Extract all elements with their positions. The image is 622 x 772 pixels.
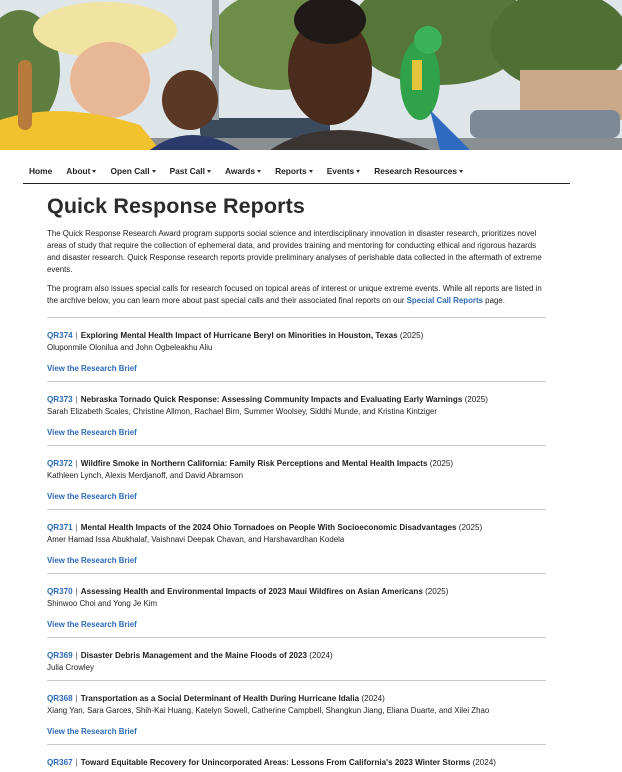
report-authors: Oluponmile Olonilua and John Ogbeleakhu Aliu [47, 343, 213, 352]
report-code-link[interactable]: QR374 [47, 331, 73, 340]
report-year: (2025) [399, 331, 424, 340]
report-year: (2024) [361, 694, 385, 703]
view-research-brief-link[interactable]: View the Research Brief [47, 727, 137, 736]
caret-down-icon [207, 170, 211, 173]
caret-down-icon [92, 170, 96, 173]
main-content [47, 192, 546, 772]
report-year: (2024) [309, 651, 333, 660]
caret-down-icon [152, 170, 156, 173]
report-title: Assessing Health and Environmental Impacts of 2023 Maui Wildfires on Asian Americans [80, 587, 423, 596]
caret-down-icon [257, 170, 261, 173]
report-code-link[interactable]: QR371 [47, 523, 73, 532]
report-code-link[interactable]: QR373 [47, 395, 73, 404]
nav-about-label: About [66, 166, 91, 176]
nav-reports[interactable] [275, 163, 313, 180]
report-authors: Amer Hamad Issa Abukhalaf, Vaishnavi Deepak Chavan, and Harshavardhan Kodela [47, 535, 345, 544]
report-title: Toward Equitable Recovery for Unincorporated Areas: Lessons From California's 2023 Winter Storms [80, 758, 471, 767]
intro-text-end: page. [482, 296, 505, 305]
report-title: Disaster Debris Management and the Maine Floods of 2023 [80, 651, 307, 660]
report-heading [47, 693, 546, 705]
hero-photo [0, 0, 622, 150]
nav-research-resources-label: Research Resources [374, 166, 458, 176]
view-research-brief-link[interactable]: View the Research Brief [47, 620, 137, 629]
report-authors: Kathleen Lynch, Alexis Merdjanoff, and David Abramson [47, 471, 244, 480]
report-code-link[interactable]: QR370 [47, 587, 73, 596]
caret-down-icon [459, 170, 463, 173]
separator: | [75, 395, 78, 404]
report-heading [47, 586, 546, 598]
intro-paragraph-special-calls [47, 283, 546, 307]
separator: | [75, 523, 78, 532]
intro-paragraph: The Quick Response Research Award program supports social science and interdisciplinary innovation in disaster research, prioritizes novel areas of study that require the collection of ephemeral data, and provides training and mentoring for conducting ethical and rigorous hazards and disaster research. Quick Response research reports provide preliminary analyses of perishable data collected in the aftermath of extreme events. [47, 229, 542, 274]
nav-home[interactable] [29, 163, 52, 180]
separator: | [75, 587, 78, 596]
nav-reports-label: Reports [275, 166, 307, 176]
separator: | [75, 651, 78, 660]
report-authors: Shinwoo Choi and Yong Je Kim [47, 599, 158, 608]
report-title: Transportation as a Social Determinant of Health During Hurricane Idalia [80, 694, 360, 703]
nav-research-resources[interactable] [374, 163, 463, 180]
report-title: Nebraska Tornado Quick Response: Assessing Community Impacts and Evaluating Early Warnings [80, 395, 463, 404]
separator: | [75, 459, 78, 468]
report-heading [47, 330, 546, 342]
report-item [47, 381, 546, 445]
view-research-brief-link[interactable]: View the Research Brief [47, 492, 137, 501]
nav-awards[interactable] [225, 163, 261, 180]
report-code-link[interactable]: QR368 [47, 694, 73, 703]
reports-list [47, 317, 546, 772]
report-title: Mental Health Impacts of the 2024 Ohio Tornadoes on People With Socioeconomic Disadvantages [80, 523, 457, 532]
report-heading [47, 757, 546, 769]
report-year: (2025) [429, 459, 454, 468]
report-heading [47, 458, 546, 470]
report-title: Exploring Mental Health Impact of Hurricane Beryl on Minorities in Houston, Texas [80, 331, 398, 340]
main-nav [23, 163, 570, 184]
nav-past-call[interactable] [170, 163, 211, 180]
nav-open-call-label: Open Call [110, 166, 150, 176]
nav-awards-label: Awards [224, 166, 256, 176]
report-item [47, 445, 546, 509]
report-authors: Sarah Elizabeth Scales, Christine Allmon, Rachael Birn, Summer Woolsey, Siddhi Munde, and Kristina Kintziger [47, 407, 438, 416]
intro-text: The program also issues special calls for research focused on topical areas of interest or unique extreme events. While all reports are listed in the archive below, you can learn more about past special calls and their associated final reports on our [47, 284, 542, 305]
special-call-reports-link[interactable]: Special Call Reports [406, 296, 483, 305]
separator: | [75, 331, 78, 340]
separator: | [75, 758, 78, 767]
report-heading [47, 650, 546, 662]
report-authors: Julia Crowley [47, 663, 94, 672]
nav-events-label: Events [326, 166, 355, 176]
report-year: (2025) [425, 587, 449, 596]
report-year: (2025) [464, 395, 488, 404]
report-code-link[interactable]: QR372 [47, 459, 73, 468]
view-research-brief-link[interactable]: View the Research Brief [47, 556, 137, 565]
report-code-link[interactable]: QR369 [47, 651, 73, 660]
report-item [47, 317, 546, 381]
report-year: (2024) [472, 758, 496, 767]
report-title: Wildfire Smoke in Northern California: Family Risk Perceptions and Mental Health Impacts [80, 459, 428, 468]
report-item [47, 744, 546, 772]
caret-down-icon [356, 170, 360, 173]
nav-open-call[interactable] [110, 163, 155, 180]
page-title: Quick Response Reports [47, 194, 305, 218]
nav-home-label: Home [29, 166, 53, 176]
view-research-brief-link[interactable]: View the Research Brief [47, 364, 137, 373]
report-item [47, 637, 546, 680]
caret-down-icon [309, 170, 313, 173]
nav-about[interactable] [66, 163, 96, 180]
report-year: (2025) [458, 523, 483, 532]
separator: | [75, 694, 78, 703]
nav-past-call-label: Past Call [169, 166, 205, 176]
report-heading [47, 522, 546, 534]
view-research-brief-link[interactable]: View the Research Brief [47, 428, 137, 437]
nav-events[interactable] [327, 163, 360, 180]
report-authors: Xiang Yan, Sara Garces, Shih-Kai Huang, Katelyn Sowell, Catherine Campbell, Shangkun Jiang, Eliana Duarte, and Xilei Zhao [47, 706, 490, 715]
report-item [47, 509, 546, 573]
report-item [47, 680, 546, 744]
report-heading [47, 394, 546, 406]
report-item [47, 573, 546, 637]
report-code-link[interactable]: QR367 [47, 758, 73, 767]
hero-image [0, 0, 622, 150]
